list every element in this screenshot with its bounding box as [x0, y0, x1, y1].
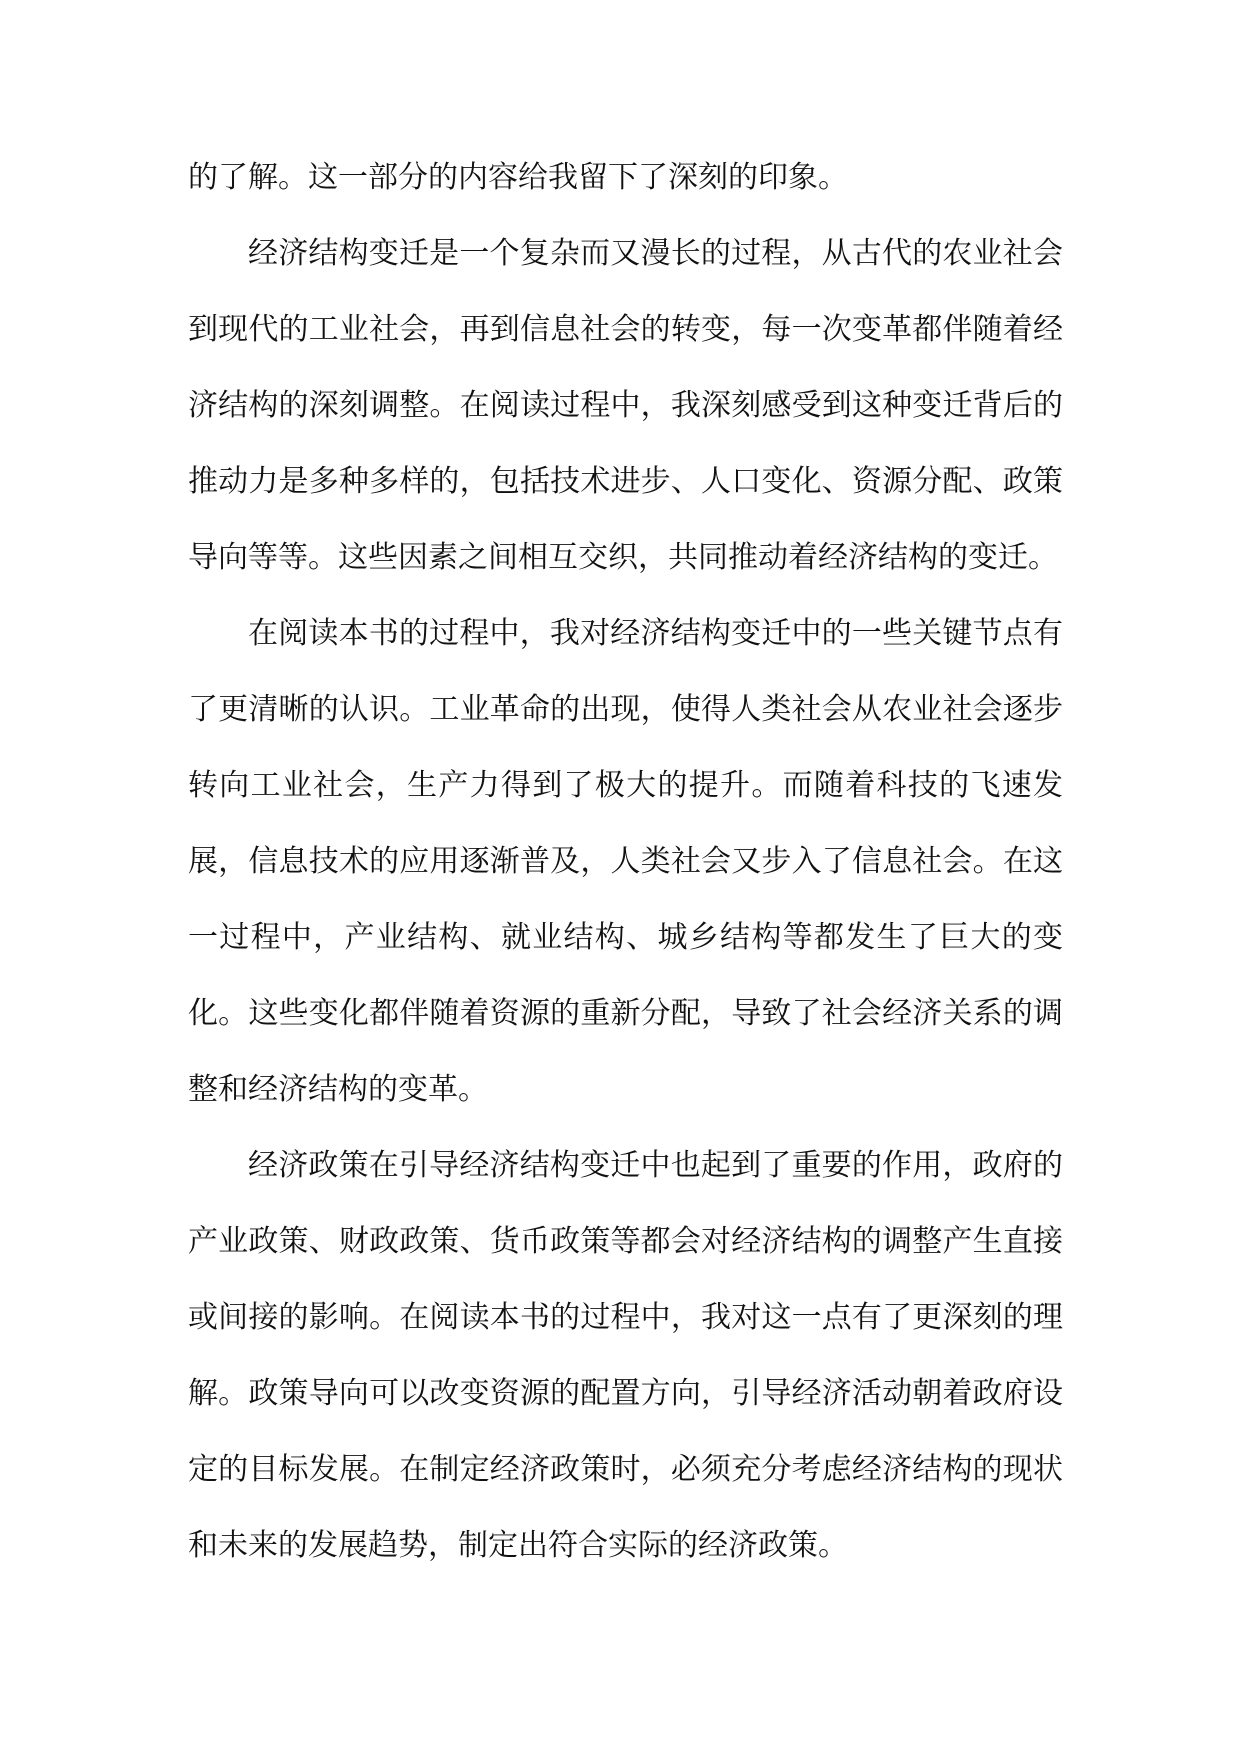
document-page — [188, 140, 1063, 1584]
paragraph-1: 的了解。这一部分的内容给我留下了深刻的印象。 — [188, 160, 848, 195]
paragraph-2: 经济结构变迁是一个复杂而又漫长的过程，从古代的农业社会到现代的工业社会，再到信息社会的转变，每一次变革都伴随着经济结构的深刻调整。在阅读过程中，我深刻感受到这种变迁背后的推动力是多种多样的，包括技术进步、人口变化、资源分配、政策导向等等。这些因素之间相互交织，共同推动着经济结构的变迁。 — [188, 236, 1063, 575]
paragraph-3: 在阅读本书的过程中，我对经济结构变迁中的一些关键节点有了更清晰的认识。工业革命的出现，使得人类社会从农业社会逐步转向工业社会，生产力得到了极大的提升。而随着科技的飞速发展，信息技术的应用逐渐普及，人类社会又步入了信息社会。在这一过程中，产业结构、就业结构、城乡结构等都发生了巨大的变化。这些变化都伴随着资源的重新分配，导致了社会经济关系的调整和经济结构的变革。 — [188, 616, 1063, 1107]
paragraph-4: 经济政策在引导经济结构变迁中也起到了重要的作用，政府的产业政策、财政政策、货币政策等都会对经济结构的调整产生直接或间接的影响。在阅读本书的过程中，我对这一点有了更深刻的理解。政策导向可以改变资源的配置方向，引导经济活动朝着政府设定的目标发展。在制定经济政策时，必须充分考虑经济结构的现状和未来的发展趋势，制定出符合实际的经济政策。 — [188, 1148, 1063, 1563]
